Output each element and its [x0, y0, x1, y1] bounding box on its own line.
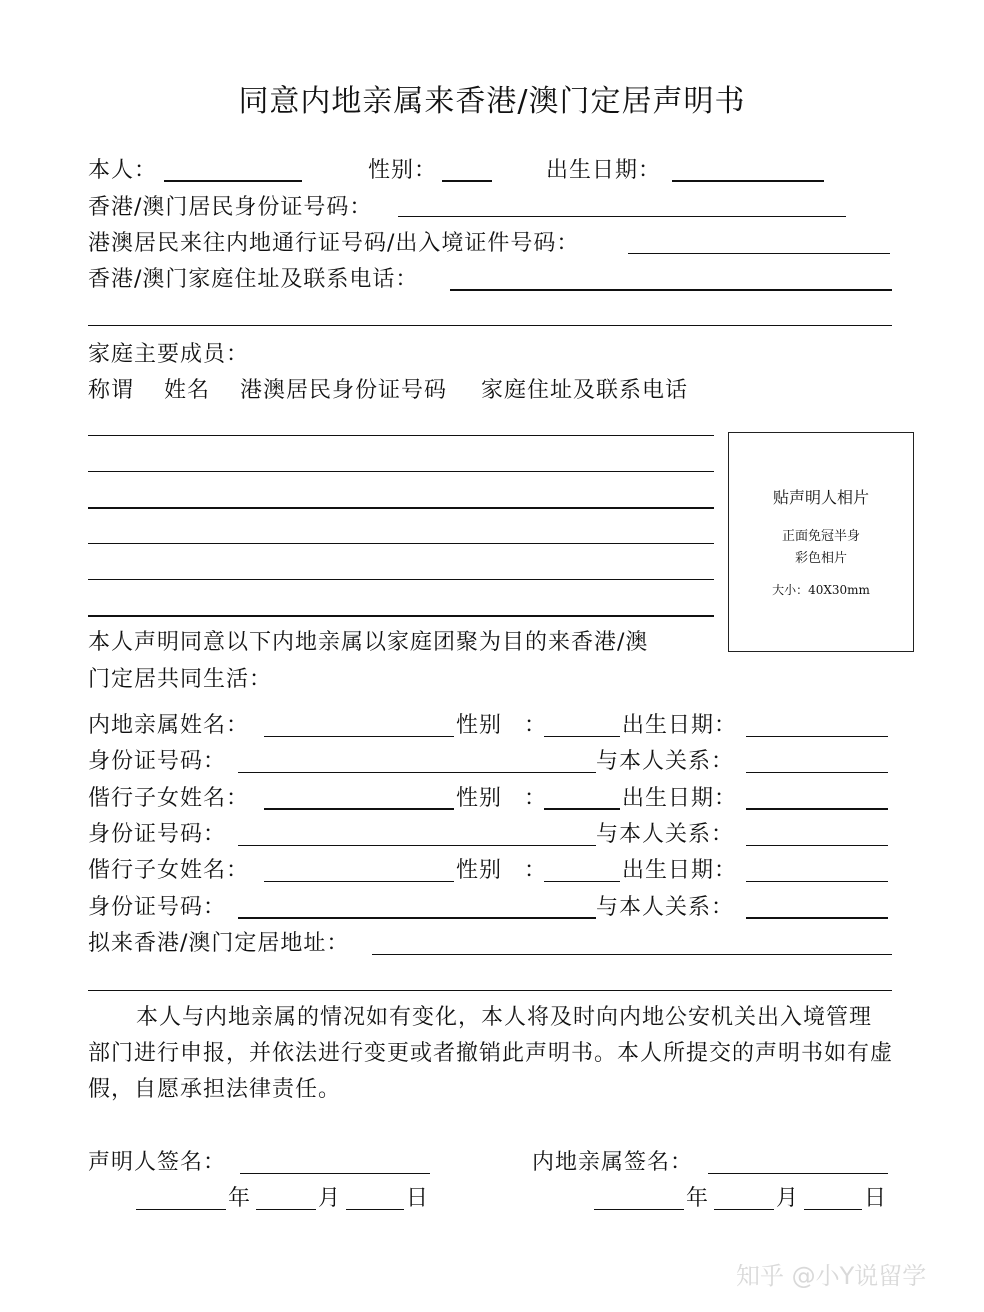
permit-label: 港澳居民来往内地通行证号码/出入境证件号码： [88, 231, 580, 256]
child-relation-field[interactable] [746, 917, 888, 919]
child-dob-field[interactable] [746, 881, 888, 882]
relative-name-field[interactable] [264, 736, 454, 737]
child-gender-field[interactable] [544, 881, 620, 882]
colon: ： [524, 858, 548, 883]
colon: ： [524, 713, 548, 738]
statement-paragraph: 本人与内地亲属的情况如有变化，本人将及时向内地公安机关出入境管理部门进行申报，并依法进行变更或者撤销此声明书。本人所提交的声明书如有虚假，自愿承担法律责任。 [88, 1005, 894, 1102]
declarant-year-field[interactable] [136, 1209, 226, 1210]
planned-address-field[interactable] [372, 954, 892, 955]
child-name-field[interactable] [264, 881, 454, 882]
relative-dob-label: 出生日期： [622, 713, 738, 738]
address-field-line2[interactable] [88, 325, 892, 326]
child-name-label: 偕行子女姓名： [88, 786, 250, 811]
consent-line2: 门定居共同生活： [88, 667, 273, 692]
family-row-line[interactable] [88, 435, 714, 436]
child-id-label: 身份证号码： [88, 822, 227, 847]
child-relation-label: 与本人关系： [596, 822, 735, 847]
child-dob-field[interactable] [746, 808, 888, 810]
month-label: 月 [318, 1186, 342, 1211]
declarant-day-field[interactable] [346, 1209, 404, 1210]
relative-month-field[interactable] [714, 1209, 774, 1210]
child-id-field[interactable] [238, 845, 596, 846]
child-name-field[interactable] [264, 808, 454, 810]
gender-label: 性别： [368, 158, 438, 183]
month-label: 月 [776, 1186, 800, 1211]
relative-relation-field[interactable] [746, 772, 888, 773]
child-id-label: 身份证号码： [88, 895, 227, 920]
watermark: 知乎 @小Y说留学 [736, 1262, 927, 1290]
child-relation-field[interactable] [746, 845, 888, 846]
relative-relation-label: 与本人关系： [596, 749, 735, 774]
child-gender-label: 性别 [456, 786, 503, 811]
consent-line1: 本人声明同意以下内地亲属以家庭团聚为目的来香港/澳 [88, 630, 649, 655]
dob-label: 出生日期： [546, 158, 662, 183]
dob-field[interactable] [672, 180, 824, 182]
year-label: 年 [686, 1186, 710, 1211]
photo-line2: 彩色相片 [794, 551, 847, 566]
day-label: 日 [864, 1186, 888, 1211]
family-row-line[interactable] [88, 543, 714, 544]
gender-field[interactable] [442, 180, 492, 182]
relative-gender-label: 性别 [456, 713, 503, 738]
planned-address-label: 拟来香港/澳门定居地址： [88, 931, 350, 956]
child-dob-label: 出生日期： [622, 786, 738, 811]
photo-line1: 正面免冠半身 [781, 529, 860, 544]
photo-title: 贴声明人相片 [772, 488, 869, 507]
relative-gender-field[interactable] [544, 736, 620, 737]
family-row-line[interactable] [88, 579, 714, 580]
declarant-signature-label: 声明人签名： [88, 1150, 227, 1175]
day-label: 日 [406, 1186, 430, 1211]
relative-year-field[interactable] [594, 1209, 684, 1210]
colon: ： [524, 786, 548, 811]
family-col-id: 港澳居民身份证号码 [240, 378, 448, 403]
child-dob-label: 出生日期： [622, 858, 738, 883]
child-id-field[interactable] [238, 917, 596, 919]
address-field[interactable] [450, 289, 892, 291]
relative-name-label: 内地亲属姓名： [88, 713, 250, 738]
child-name-label: 偕行子女姓名： [88, 858, 250, 883]
photo-box [728, 432, 914, 652]
form-title: 同意内地亲属来香港/澳门定居声明书 [238, 84, 746, 119]
family-row-line[interactable] [88, 471, 714, 472]
family-row-line[interactable] [88, 615, 714, 617]
year-label: 年 [228, 1186, 252, 1211]
permit-field[interactable] [628, 253, 890, 254]
child-relation-label: 与本人关系： [596, 895, 735, 920]
family-col-name: 姓名 [164, 378, 211, 403]
relative-signature-label: 内地亲属签名： [532, 1150, 694, 1175]
child-gender-label: 性别 [456, 858, 503, 883]
relative-day-field[interactable] [804, 1209, 862, 1210]
self-label: 本人： [88, 158, 158, 183]
family-col-address: 家庭住址及联系电话 [481, 378, 689, 403]
planned-address-field-line2[interactable] [88, 990, 892, 991]
family-heading: 家庭主要成员： [88, 342, 250, 367]
hk-id-field[interactable] [398, 216, 846, 217]
relative-id-label: 身份证号码： [88, 749, 227, 774]
hk-id-label: 香港/澳门居民身份证号码： [88, 195, 373, 220]
relative-signature-field[interactable] [708, 1173, 888, 1174]
address-label: 香港/澳门家庭住址及联系电话： [88, 267, 419, 292]
declarant-month-field[interactable] [256, 1209, 316, 1210]
relative-id-field[interactable] [238, 772, 596, 773]
child-gender-field[interactable] [544, 808, 620, 810]
self-name-field[interactable] [164, 180, 302, 182]
family-row-line[interactable] [88, 507, 714, 509]
family-col-title: 称谓 [88, 378, 135, 403]
declarant-signature-field[interactable] [240, 1173, 430, 1174]
relative-dob-field[interactable] [746, 736, 888, 737]
photo-size: 大小：40X30mm [772, 583, 870, 597]
